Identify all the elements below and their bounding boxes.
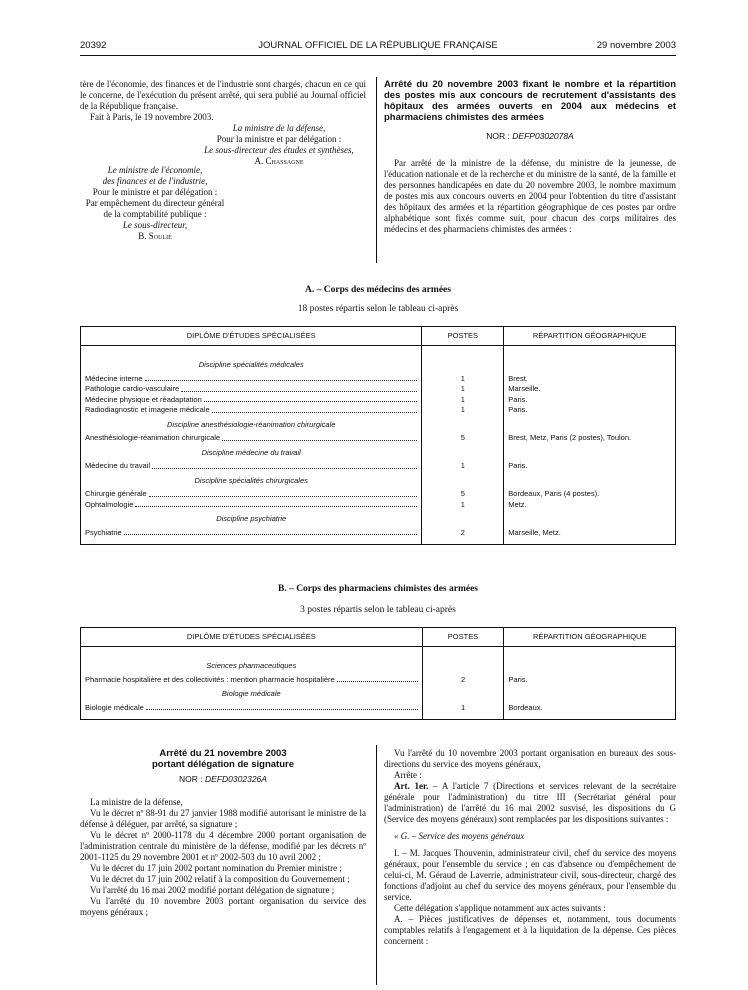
decree-2-left: [80, 748, 366, 918]
sig1-role: La ministre de la défense,: [232, 123, 326, 133]
posts-count: 1: [460, 373, 465, 383]
sig2-impediment-2: de la comptabilité publique :: [103, 209, 207, 219]
article-1-label: Art. 1er.: [394, 781, 429, 791]
col-header-posts: POSTES: [422, 628, 504, 647]
section-a-heading: A. – Corps des médecins des armées: [305, 285, 451, 295]
table-b: [80, 627, 676, 720]
posts-count: 5: [460, 433, 465, 442]
leader-dots: [212, 405, 418, 413]
geo-distribution: Bordeaux, Paris (4 postes).: [508, 489, 600, 498]
page-number: 20392: [80, 40, 107, 51]
discipline-label: Discipline spécialités médicales: [198, 360, 304, 369]
decree-2-right: [384, 748, 676, 947]
sig2-title: Le sous-directeur,: [122, 220, 188, 230]
sig1-name: A. Chassagne: [254, 156, 304, 166]
posts-count: 2: [460, 527, 465, 537]
posts-count: 1: [460, 405, 465, 414]
nor-code: DEFP0302078A: [512, 131, 574, 141]
nor-label: NOR :: [179, 774, 203, 784]
discipline-label: Biologie médicale: [221, 689, 281, 698]
leader-dots: [145, 374, 418, 382]
decree-2-final-visa: Vu l'arrêté du 10 novembre 2003 portant organisation en bureaux des sous-directions du service des moyens généraux,: [384, 748, 676, 769]
discipline-spacer: [427, 685, 500, 703]
posts-count: 1: [460, 384, 465, 393]
column-separator-top: [376, 77, 377, 263]
geo-distribution: Metz.: [508, 499, 527, 509]
geo-distribution: Marseille.: [508, 384, 541, 393]
diploma-row: [85, 703, 418, 714]
visa-item: Vu le décret nº 2000-1178 du 4 décembre 2000 portant organisation de l'administration centrale du ministère de la défense, modifié par les décrets nº 2001-1125 du 29 novembre 2001 et nº 2002-503 du 10 avril 2002 ;: [80, 830, 366, 862]
discipline-spacer: [426, 472, 499, 490]
section-a-subtitle: 18 postes répartis selon le tableau ci-après: [297, 304, 459, 314]
geo-distribution: Paris.: [508, 394, 528, 404]
issue-date: 29 novembre 2003: [596, 40, 676, 51]
diploma-row: [85, 461, 417, 472]
decree-2-intro: La ministre de la défense,: [90, 797, 183, 807]
discipline-spacer: [426, 416, 499, 434]
visa-item: Vu l'arrêté du 16 mai 2002 modifié portant délégation de signature ;: [90, 885, 335, 895]
paragraph-a: A. – Pièces justificatives de dépenses et, notamment, tous documents comptables relatifs à l'engagement et à la liquidation de la dépense. Ces pièces concernent :: [384, 914, 676, 946]
geo-distribution: Paris.: [508, 405, 528, 414]
posts-count: 1: [460, 461, 465, 470]
geo-distribution: Marseille, Metz.: [508, 527, 561, 537]
col-header-geo: RÉPARTITION GÉOGRAPHIQUE: [504, 628, 676, 647]
geo-distribution: Paris.: [508, 674, 528, 684]
previous-decree-end: [80, 79, 366, 242]
diploma-row: [85, 500, 417, 511]
decree-2-nor: [80, 774, 366, 785]
diploma-row: [85, 395, 417, 406]
signature-block-1: [80, 123, 366, 167]
decree-1-title: Arrêté du 20 novembre 2003 fixant le nombre et la répartition des postes mis aux concours de recrutement d'assistants des hôpitaux des armées ouverts en 2004 aux médecins et pharmaciens chimistes des armées: [384, 79, 676, 123]
discipline-spacer: [508, 416, 671, 434]
leader-dots: [337, 675, 418, 683]
visa-item: Vu le décret du 17 juin 2002 relatif à la composition du Gouvernement ;: [90, 874, 350, 884]
diploma-row: [85, 384, 417, 395]
table-a-body-row: [81, 346, 676, 545]
table-b-diploma-col: [81, 647, 423, 720]
posts-count: 1: [460, 499, 465, 509]
posts-count: 1: [460, 394, 465, 404]
diploma-name: Médecine physique et réadaptation: [85, 394, 202, 404]
col-header-posts: POSTES: [422, 327, 504, 346]
paragraph-i: I. – M. Jacques Thouvenin, administrateur civil, chef du service des moyens généraux, pour l'ensemble du service ; en cas d'absence ou d'empêchement de celui-ci, M. Géraud de Laverrie, administrateur civil, sous-directeur, chargé des fonctions d'adjoint au chef du service des moyens généraux, pour l'ensemble du service.: [384, 848, 676, 902]
table-a-posts-col: [422, 346, 504, 545]
diploma-row: [85, 528, 417, 539]
col-header-diploma: DIPLÔME D'ÉTUDES SPÉCIALISÉES: [81, 327, 422, 346]
visa-item: Vu le décret nº 88-91 du 27 janvier 1988 modifié autorisant le ministre de la défense à déléguer, par arrêté, sa signature ;: [80, 808, 366, 829]
discipline-spacer: [427, 657, 500, 675]
decree-2-arrete: Arrête :: [394, 770, 422, 780]
delegation-scope: Cette délégation s'applique notamment aux actes suivants :: [394, 903, 606, 913]
sig2-role-2: des finances et de l'industrie,: [102, 176, 208, 186]
geo-distribution: Bordeaux.: [508, 702, 543, 712]
discipline-spacer: [508, 444, 671, 462]
diploma-name: Ophtalmologie: [85, 499, 134, 509]
leader-dots: [135, 500, 417, 508]
col-header-geo: RÉPARTITION GÉOGRAPHIQUE: [504, 327, 676, 346]
diploma-name: Anesthésiologie-réanimation chirurgicale: [85, 433, 221, 442]
section-b-heading: B. – Corps des pharmaciens chimistes des armées: [277, 584, 478, 594]
geo-distribution: Paris.: [508, 461, 528, 470]
sig1-title: Le sous-directeur des études et synthèses,: [204, 145, 354, 155]
section-b-title: [80, 584, 676, 595]
diploma-row: [85, 675, 418, 686]
geo-distribution: Brest, Metz, Paris (2 postes), Toulon.: [508, 433, 632, 442]
decree-2-article-1: [384, 781, 676, 825]
table-a: [80, 326, 676, 545]
visa-item: Vu le décret du 17 juin 2002 portant nomination du Premier ministre ;: [90, 863, 342, 873]
done-at: Fait à Paris, le 19 novembre 2003.: [90, 112, 214, 122]
discipline-label: Discipline psychiatrie: [216, 514, 287, 523]
section-g-title: « G. – Service des moyens généraux: [394, 831, 525, 841]
decree-2-title-1: Arrêté du 21 novembre 2003: [159, 748, 287, 759]
table-b-posts-col: [422, 647, 504, 720]
previous-decree-text: tère de l'économie, des finances et de l'industrie sont chargés, chacun en ce qui le concerne, de l'exécution du présent arrêté, qui sera publié au Journal officiel de la République française.: [80, 79, 366, 111]
table-a-geo-col: [504, 346, 676, 545]
table-b-header-row: [81, 628, 676, 647]
discipline-label: Discipline anesthésiologie-réanimation chirurgicale: [167, 419, 336, 429]
discipline-spacer: [508, 356, 671, 374]
diploma-row: [85, 374, 417, 385]
discipline-spacer: [508, 472, 671, 490]
leader-dots: [149, 489, 418, 497]
diploma-row: [85, 405, 417, 416]
discipline-spacer: [426, 510, 499, 528]
diploma-name: Chirurgie générale: [85, 489, 147, 498]
decree-1-body: Par arrêté de la ministre de la défense, du ministre de la jeunesse, de l'éducation nationale et de la recherche et du ministre de la santé, de la famille et des personnes handicapées en date du 20 novembre 2003, le nombre maximum de postes mis aux concours ouverts en 2004 pour l'obtention du titre d'assistant des hôpitaux des armées et la répartition géographique de ces postes par ordre alphabétique sont fixés comme suit, pour chacun des corps militaires des médecins et des pharmaciens chimistes des armées :: [384, 158, 676, 234]
table-b-geo-col: [504, 647, 676, 720]
geo-distribution: Brest.: [508, 373, 528, 383]
journal-title: JOURNAL OFFICIEL DE LA RÉPUBLIQUE FRANÇAISE: [258, 40, 498, 51]
diploma-row: [85, 433, 417, 444]
column-separator-bottom: [376, 745, 377, 985]
diploma-name: Psychiatrie: [85, 527, 122, 537]
decree-2-title-2: portant délégation de signature: [152, 759, 294, 770]
decree-2-visas: [80, 808, 366, 918]
posts-count: 2: [460, 674, 466, 684]
discipline-label: Discipline spécialités chirurgicales: [194, 475, 308, 485]
nor-code: DEFD0302326A: [205, 774, 267, 784]
diploma-name: Pathologie cardio-vasculaire: [85, 384, 180, 393]
signature-block-2: [80, 165, 230, 242]
table-b-body-row: [81, 647, 676, 720]
leader-dots: [204, 395, 418, 403]
article-1-text: – A l'article 7 (Directions et services relevant de la secrétaire générale pour l'administration) du titre III (Secrétariat général pour l'administration) de l'arrêté du 16 mai 2002 susvisé, les dispositions du G (Service des moyens généraux) sont remplacées par les dispositions suivantes :: [384, 781, 676, 824]
leader-dots: [124, 528, 418, 536]
table-a-diploma-col: [81, 346, 422, 545]
sig2-name: B. Soulié: [138, 231, 172, 241]
posts-count: 1: [460, 702, 466, 712]
discipline-spacer: [508, 685, 671, 703]
diploma-name: Médecine interne: [85, 373, 143, 383]
diploma-name: Biologie médicale: [85, 702, 144, 712]
page-header: [80, 40, 676, 54]
section-b-subtitle: 3 postes répartis selon le tableau ci-après: [300, 605, 456, 615]
discipline-spacer: [508, 510, 671, 528]
discipline-label: Discipline médecine du travail: [201, 447, 301, 457]
section-a-title: [80, 285, 676, 296]
decree-1: [384, 79, 676, 235]
diploma-name: Pharmacie hospitalière et des collectivités : mention pharmacie hospitalière: [85, 674, 335, 684]
posts-count: 5: [460, 489, 465, 498]
visa-item: Vu l'arrêté du 10 novembre 2003 portant organisation du service des moyens généraux ;: [80, 896, 366, 917]
sig2-impediment-1: Par empêchement du directeur général: [85, 198, 225, 208]
discipline-spacer: [508, 657, 671, 675]
leader-dots: [222, 433, 417, 441]
table-a-header-row: [81, 327, 676, 346]
diploma-name: Médecine du travail: [85, 461, 151, 470]
header-rule: [80, 55, 676, 56]
discipline-spacer: [426, 356, 499, 374]
discipline-label: Sciences pharmaceutiques: [206, 661, 297, 670]
leader-dots: [146, 703, 418, 711]
col-header-diploma: DIPLÔME D'ÉTUDES SPÉCIALISÉES: [81, 628, 423, 647]
nor-label: NOR :: [486, 131, 510, 141]
sig1-delegation: Pour la ministre et par délégation :: [216, 134, 342, 144]
sig2-role-1: Le ministre de l'économie,: [107, 165, 203, 175]
diploma-row: [85, 489, 417, 500]
discipline-spacer: [426, 444, 499, 462]
leader-dots: [152, 461, 417, 469]
diploma-name: Radiodiagnostic et imagerie médicale: [85, 405, 210, 414]
sig2-delegation: Pour le ministre et par délégation :: [92, 187, 218, 197]
decree-1-nor: [384, 131, 676, 142]
leader-dots: [181, 384, 417, 392]
